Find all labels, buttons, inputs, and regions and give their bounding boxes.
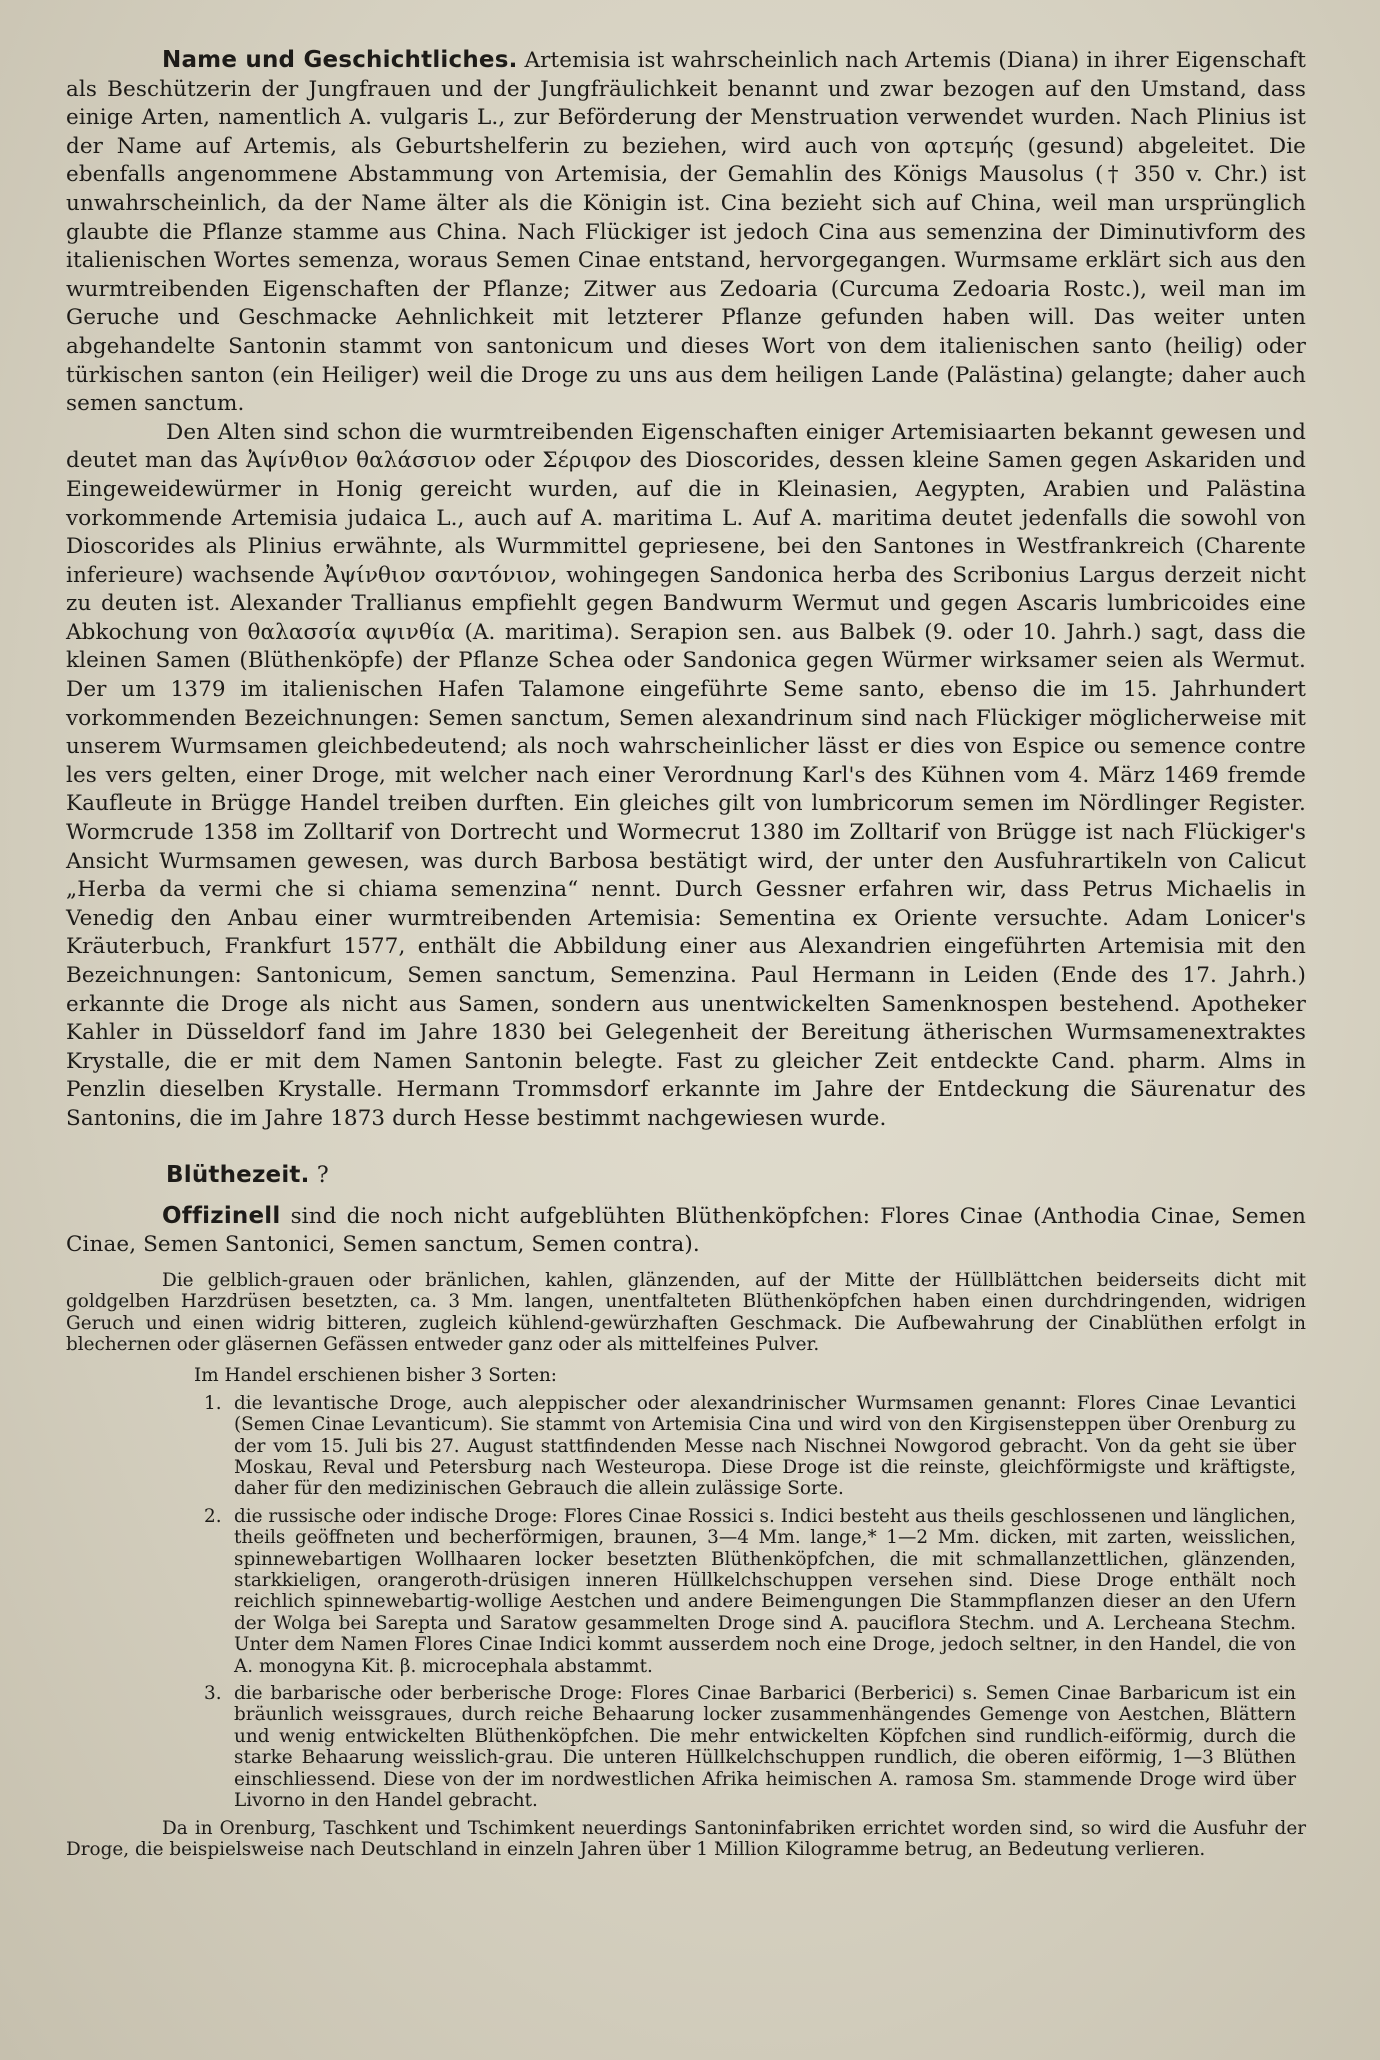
list-number: 2. [204, 1505, 222, 1527]
sorts-intro: Im Handel erschienen bisher 3 Sorten: [194, 1365, 557, 1387]
list-item [66, 1683, 1306, 1811]
bloom-time-value: ? [316, 1162, 329, 1188]
official-description: Die gelblich-grauen oder bränlichen, kahlen, glänzenden, auf der Mitte der Hüllblättchen beiderseits dicht mit goldgelben Harzdrüsen besetzten, ca. 3 Mm. langen, unentfalteten Blüthenköpfchen haben einen durchdringenden, widrigen Geruch und einen widrig bitteren, zugleich kühlend-gewürzhaften Geschmack. Die Aufbewahrung der Cinablüthen erfolgt in blechernen oder gläsernen Gefässen entweder ganz oder als mittelfeines Pulver. [66, 1269, 1306, 1355]
list-item [66, 1393, 1306, 1500]
paragraph-name-history: Artemisia ist wahrscheinlich nach Artemis (Diana) in ihrer Eigenschaft als Beschützerin der Jungfrauen und der Jungfräulichkeit benannt und zwar bezogen auf den Umstand, dass einige Arten, namentlich A. vulgaris L., zur Beförderung der Menstruation verwendet wurden. Nach Plinius ist der Name auf Artemis, als Geburtshelferin zu beziehen, wird auch von αρτεμής (gesund) abgeleitet. Die ebenfalls angenommene Abstammung von Artemisia, der Gemahlin des Königs Mausolus († 350 v. Chr.) ist unwahrscheinlich, da der Name älter als die Königin ist. Cina bezieht sich auf China, weil man ursprünglich glaubte die Pflanze stamme aus China. Nach Flückiger ist jedoch Cina aus semenzina der Diminutivform des italienischen Wortes semenza, woraus Semen Cinae entstand, hervorgegangen. Wurmsame erklärt sich aus den wurmtreibenden Eigenschaften der Pflanze; Zitwer aus Zedoaria (Curcuma Zedoaria Rostc.), weil man im Geruche und Geschmacke Aehnlichkeit mit letzterer Pflanze gefunden haben will. Das weiter unten abgehandelte Santonin stammt von santonicum und dieses Wort von dem italienischen santo (heilig) oder türkischen santon (ein Heiliger) weil die Droge zu uns aus dem heiligen Lande (Palästina) gelangte; daher auch semen sanctum. [66, 48, 1306, 417]
sorts-list [66, 1393, 1306, 1812]
heading-bloom-time: Blüthezeit. [166, 1161, 310, 1188]
paragraph-ancients: Den Alten sind schon die wurmtreibenden Eigenschaften einiger Artemisiaarten bekannt gewesen und deutet man das Ἀψίνθιον θαλάσσιον oder Σέριφον des Dioscorides, dessen kleine Samen gegen Askariden und Eingeweidewürmer in Honig gereicht wurden, auf die in Kleinasien, Aegypten, Arabien und Palästina vorkommende Artemisia judaica L., auch auf A. maritima L. Auf A. maritima deutet jedenfalls die sowohl von Dioscorides als Plinius erwähnte, als Wurmmittel gepriesene, bei den Santones in Westfrankreich (Charente inferieure) wachsende Ἀψίνθιον σαντόνιον, wohingegen Sandonica herba des Scribonius Largus derzeit nicht zu deuten ist. Alexander Trallianus empfiehlt gegen Bandwurm Wermut und gegen Ascaris lumbricoides eine Abkochung von θαλασσία αψινθία (A. maritima). Serapion sen. aus Balbek (9. oder 10. Jahrh.) sagt, dass die kleinen Samen (Blüthenköpfe) der Pflanze Schea oder Sandonica gegen Würmer wirksamer seien als Wermut. Der um 1379 im italienischen Hafen Talamone eingeführte Seme santo, ebenso die im 15. Jahrhundert vorkommenden Bezeichnungen: Semen sanctum, Semen alexandrinum sind nach Flückiger möglicherweise mit unserem Wurmsamen gleichbedeutend; als noch wahrscheinlicher lässt er dies von Espice ou semence contre les vers gelten, einer Droge, mit welcher nach einer Verordnung Karl's des Kühnen vom 4. März 1469 fremde Kaufleute in Brügge Handel treiben durften. Ein gleiches gilt von lumbricorum semen im Nördlinger Register. Wormcrude 1358 im Zolltarif von Dortrecht und Wormecrut 1380 im Zolltarif von Brügge ist nach Flückiger's Ansicht Wurmsamen gewesen, was durch Barbosa bestätigt wird, der unter den Ausfuhrartikeln von Calicut „Herba da vermi che si chiama semenzina“ nennt. Durch Gessner erfahren wir, dass Petrus Michaelis in Venedig den Anbau einer wurmtreibenden Artemisia: Sementina ex Oriente versuchte. Adam Lonicer's Kräuterbuch, Frankfurt 1577, enthält die Abbildung einer aus Alexandrien eingeführten Artemisia mit den Bezeichnungen: Santonicum, Semen sanctum, Semenzina. Paul Hermann in Leiden (Ende des 17. Jahrh.) erkannte die Droge als nicht aus Samen, sondern aus unentwickelten Samenknospen bestehend. Apotheker Kahler in Düsseldorf fand im Jahre 1830 bei Gelegenheit der Bereitung ätherischen Wurmsamenextraktes Krystalle, die er mit dem Namen Santonin belegte. Fast zu gleicher Zeit entdeckte Cand. pharm. Alms in Penzlin dieselben Krystalle. Hermann Trommsdorf erkannte im Jahre der Entdeckung die Säurenatur des Santonins, die im Jahre 1873 durch Hesse bestimmt nachgewiesen wurde. [66, 419, 1306, 1131]
page [66, 46, 1306, 1860]
section-bloom-time [166, 1162, 1306, 1188]
list-text: die barbarische oder berberische Droge: Flores Cinae Barbarici (Berberici) s. Semen Cinae Barbaricum ist ein bräunlich weissgraues, durch reiche Behaarung locker zusammenhängendes Gemenge von Aestchen, Blättern und wenig entwickelten Blüthenköpfchen. Die mehr entwickelten Köpfchen sind rundlich-eiförmig, durch die starke Behaarung weisslich-grau. Die unteren Hüllkelchschuppen rundlich, die oberen eiförmig, 1—3 Blüthen einschliessend. Diese von der im nordwestlichen Afrika heimischen A. ramosa Sm. stammende Droge wird über Livorno in den Handel gebracht. [234, 1683, 1296, 1812]
list-item [66, 1506, 1306, 1677]
list-number: 3. [204, 1683, 222, 1705]
section-name-history [66, 46, 1306, 419]
list-text: die russische oder indische Droge: Flores Cinae Rossici s. Indici besteht aus theils geschlossenen und länglichen, theils geöffneten und becherförmigen, braunen, 3—4 Mm. lange,* 1—2 Mm. dicken, mit zarten, weisslichen, spinnewebartigen Wollhaaren locker besetzten Blüthenköpfchen, die mit schmallanzettlichen, glänzenden, starkkieligen, orangeroth-drüsigen inneren Hüllkelchschuppen versehen sind. Diese Droge enthält noch reichlich spinnewebartig-wollige Aestchen und andere Beimengungen Die Stammpflanzen dieser an den Ufern der Wolga bei Sarepta und Saratow gesammelten Droge sind A. pauciflora Stechm. und A. Lercheana Stechm. Unter dem Namen Flores Cinae Indici kommt ausserdem noch eine Droge, jedoch seltner, in den Handel, die von A. monogyna Kit. β. microcephala abstammt. [234, 1505, 1296, 1677]
heading-official: Offizinell [162, 1202, 281, 1229]
closing-paragraph: Da in Orenburg, Taschkent und Tschimkent neuerdings Santoninfabriken errichtet worden sind, so wird die Ausfuhr der Droge, die beispielsweise nach Deutschland in einzeln Jahren über 1 Million Kilogramme betrug, an Bedeutung verlieren. [66, 1817, 1306, 1860]
heading-name-history: Name und Geschichtliches. [162, 47, 518, 73]
list-number: 1. [204, 1392, 222, 1414]
section-official [66, 1202, 1306, 1260]
list-text: die levantische Droge, auch aleppischer oder alexandrinischer Wurmsamen genannt: Flores Cinae Levantici (Semen Cinae Levanticum). Sie stammt von Artemisia Cina und wird von den Kirgisensteppen über Orenburg zu der vom 15. Juli bis 27. August stattfindenden Messe nach Nischnei Nowgorod gebracht. Von da geht sie über Moskau, Reval und Petersburg nach Westeuropa. Diese Droge ist die reinste, gleichförmigste und kräftigste, daher für den medizinischen Gebrauch die allein zulässige Sorte. [234, 1392, 1296, 1500]
official-intro: sind die noch nicht aufgeblühten Blüthenköpfchen: Flores Cinae (Anthodia Cinae, Semen Cinae, Semen Santonici, Semen sanctum, Semen contra). [66, 1203, 1306, 1258]
